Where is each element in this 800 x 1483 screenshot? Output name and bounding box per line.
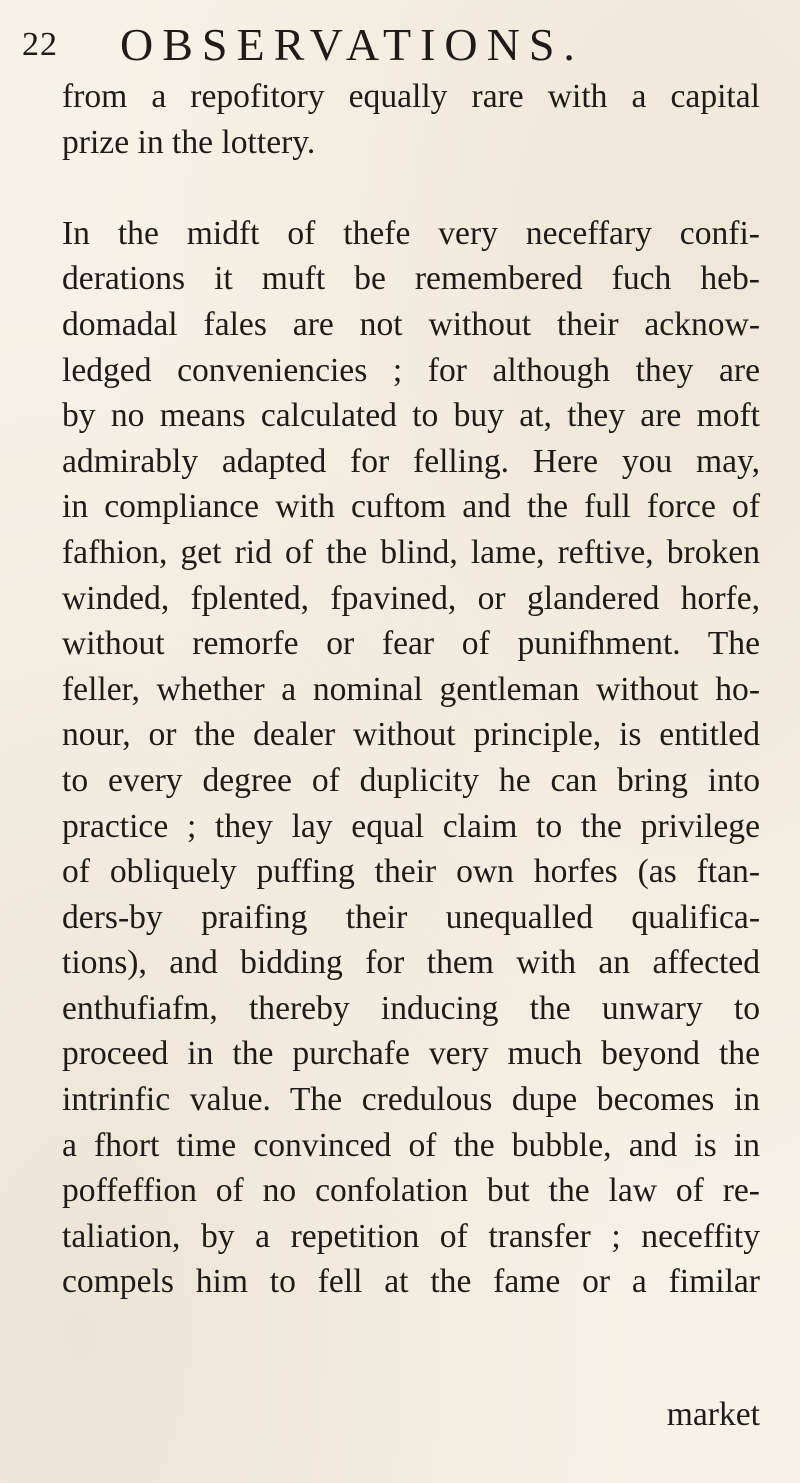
text-line: nour, or the dealer without principle, is entitled [62,716,760,754]
text-line: enthufiafm, thereby inducing the unwary to [62,989,760,1027]
catchword: market [666,1396,760,1433]
body-text [62,74,760,1305]
text-line: to every degree of duplicity he can bring into [62,761,760,799]
text-line: proceed in the purchafe very much beyond the [62,1035,760,1073]
text-line: in compliance with cuftom and the full force of [62,488,760,526]
text-line: domadal fales are not without their acknow- [62,305,760,343]
text-line: tions), and bidding for them with an affected [62,944,760,982]
running-title: OBSERVATIONS. [120,19,584,70]
text-line: taliation, by a repetition of transfer ; neceffity [62,1217,760,1255]
text-line: ders-by praifing their unequalled qualifica- [62,898,760,936]
text-line: admirably adapted for felling. Here you may, [62,442,760,480]
text-line: of obliquely puffing their own horfes (as ftan- [62,853,760,891]
text-line: intrinfic value. The credulous dupe becomes in [62,1081,760,1119]
text-line: a fhort time convinced of the bubble, and is in [62,1126,760,1164]
text-line: without remorfe or fear of punifhment. The [62,625,760,663]
paragraph-1 [62,74,760,165]
page-header [22,18,782,78]
text-line: feller, whether a nominal gentleman without ho- [62,670,760,708]
paragraph-2 [62,211,760,1305]
text-line: compels him to fell at the fame or a fimilar [62,1263,760,1301]
text-line: from a repofitory equally rare with a capital [62,78,760,115]
text-line: prize in the lottery. [62,123,316,161]
text-line: winded, fplented, fpavined, or glandered horfe, [62,579,760,617]
text-line: In the midft of thefe very neceffary confi- [62,214,760,252]
text-line: practice ; they lay equal claim to the privilege [62,807,760,845]
text-line: fafhion, get rid of the blind, lame, reftive, broken [62,533,760,571]
text-line: poffeffion of no confolation but the law of re- [62,1172,760,1210]
text-line: by no means calculated to buy at, they are moft [62,397,760,435]
page-number: 22 [22,26,58,63]
text-line: ledged conveniencies ; for although they are [62,351,760,389]
text-line: derations it muft be remembered fuch heb- [62,260,760,298]
